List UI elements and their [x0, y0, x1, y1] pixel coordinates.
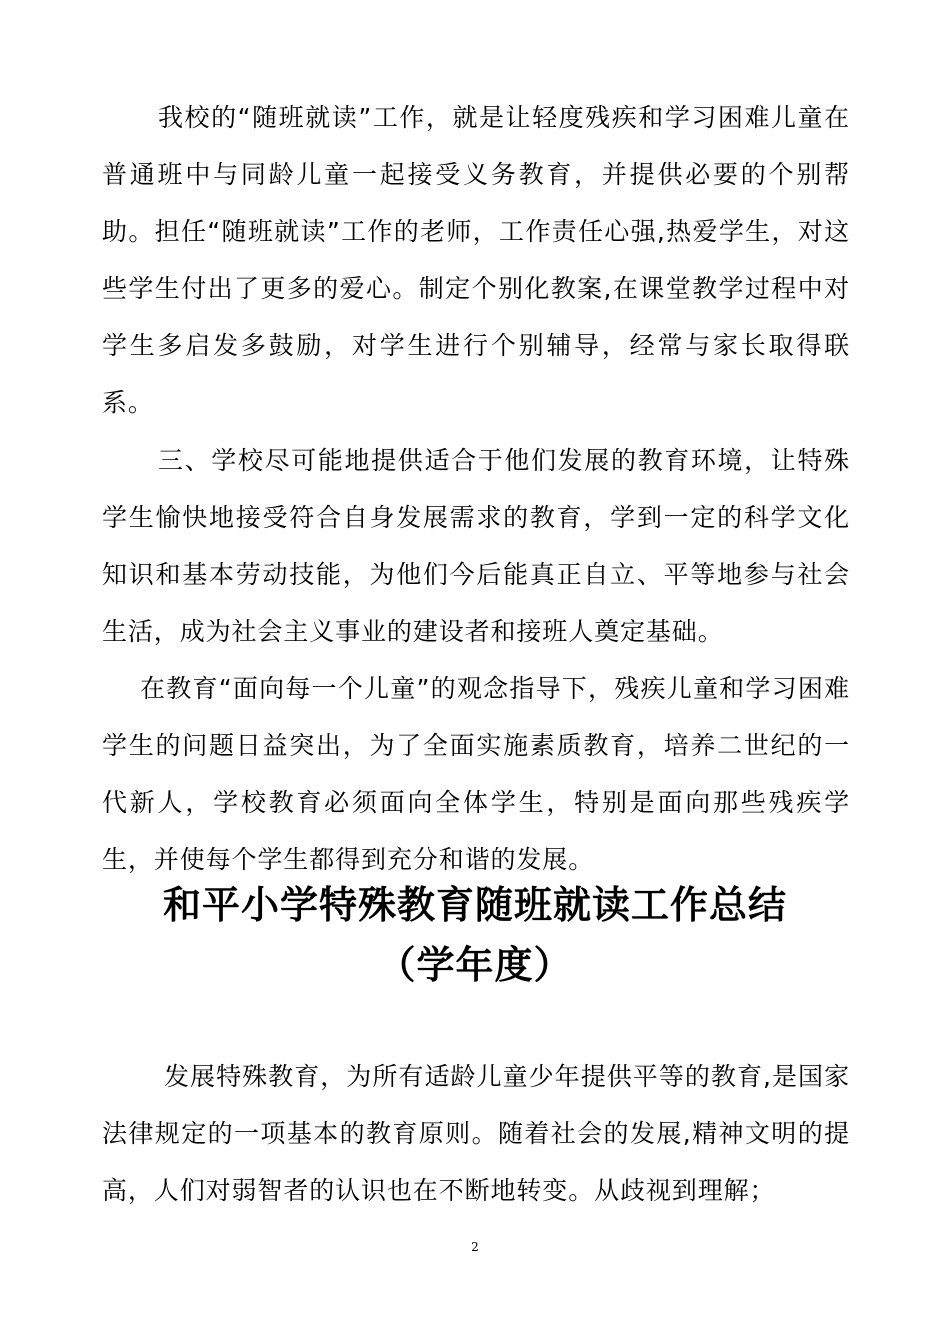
document-subtitle: （学年度）	[377, 942, 573, 987]
document-title: 和平小学特殊教育随班就读工作总结	[162, 882, 787, 927]
page-number: 2	[471, 1240, 479, 1254]
paragraph-education-concept: 在教育“面向每一个儿童”的观念指导下，残疾儿童和学习困难学生的问题日益突出，为了全面实施素质教育，培养二世纪的一代新人，学校教育必须面向全体学生，特别是面向那些残疾学生，并使每个学生都得到充分和谐的发展。	[102, 674, 850, 874]
paragraph-sui-ban-work: 我校的“随班就读”工作，就是让轻度残疾和学习困难儿童在普通班中与同龄儿童一起接受义务教育，并提供必要的个别帮助。担任“随班就读”工作的老师，工作责任心强,热爱学生，对这些学生付出了更多的爱心。制定个别化教案,在课堂教学过程中对学生多启发多鼓励，对学生进行个别辅导，经常与家长取得联系。	[102, 103, 850, 417]
paragraph-special-education-intro: 发展特殊教育，为所有适龄儿童少年提供平等的教育,是国家法律规定的一项基本的教育原则。随着社会的发展,精神文明的提高，人们对弱智者的认识也在不断地转变。从歧视到理解；	[102, 1062, 850, 1205]
paragraph-section-three: 三、学校尽可能地提供适合于他们发展的教育环境，让特殊学生愉快地接受符合自身发展需求的教育，学到一定的科学文化知识和基本劳动技能，为他们今后能真正自立、平等地参与社会生活，成为社会主义事业的建设者和接班人奠定基础。	[102, 446, 850, 646]
